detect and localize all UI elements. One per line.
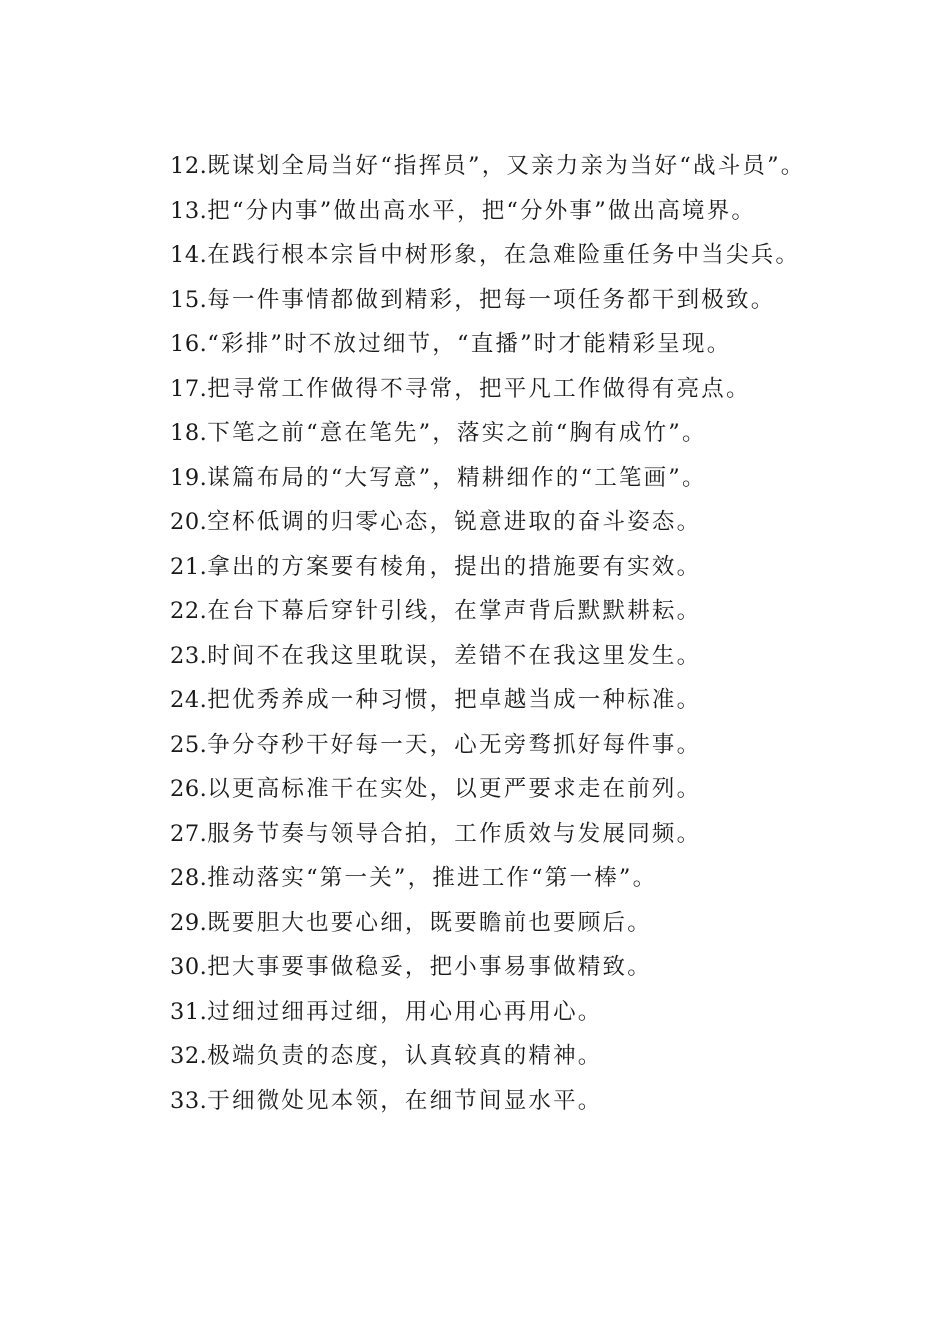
list-item bbox=[122, 856, 827, 901]
list-item bbox=[122, 634, 827, 679]
item-number: 23. bbox=[170, 642, 208, 669]
item-number: 16. bbox=[170, 331, 208, 357]
list-item bbox=[122, 500, 827, 545]
item-number: 15. bbox=[170, 286, 208, 313]
item-number: 24. bbox=[170, 687, 208, 713]
item-text: 推动落实“第一关”，推进工作“第一棒”。 bbox=[207, 865, 658, 891]
item-number: 22. bbox=[170, 598, 208, 624]
item-number: 25. bbox=[170, 731, 208, 758]
item-text: 谋篇布局的“大写意”，精耕细作的“工笔画”。 bbox=[207, 464, 707, 491]
item-text: 在践行根本宗旨中树形象，在急难险重任务中当尖兵。 bbox=[207, 242, 801, 268]
document-body bbox=[122, 144, 827, 1123]
item-number: 28. bbox=[170, 865, 208, 891]
item-text: 每一件事情都做到精彩，把每一项任务都干到极致。 bbox=[207, 286, 776, 313]
item-text: 以更高标准干在实处，以更严要求走在前列。 bbox=[207, 776, 702, 802]
list-item bbox=[122, 1034, 827, 1079]
list-item bbox=[122, 589, 827, 634]
item-number: 27. bbox=[170, 820, 208, 847]
item-number: 13. bbox=[170, 197, 208, 224]
list-item bbox=[122, 233, 827, 278]
item-text: 拿出的方案要有棱角，提出的措施要有实效。 bbox=[207, 553, 702, 580]
list-item bbox=[122, 945, 827, 990]
list-item bbox=[122, 812, 827, 857]
item-text: 时间不在我这里耽误，差错不在我这里发生。 bbox=[207, 642, 702, 669]
item-number: 19. bbox=[170, 464, 208, 491]
item-text: 在台下幕后穿针引线，在掌声背后默默耕耘。 bbox=[207, 598, 702, 624]
item-text: 过细过细再过细，用心用心再用心。 bbox=[207, 998, 603, 1025]
item-number: 31. bbox=[170, 998, 208, 1025]
item-number: 18. bbox=[170, 420, 208, 446]
list-item bbox=[122, 322, 827, 367]
list-item bbox=[122, 1079, 827, 1124]
item-text: 把“分内事”做出高水平，把“分外事”做出高境界。 bbox=[207, 197, 757, 224]
item-text: 于细微处见本领，在细节间显水平。 bbox=[207, 1087, 603, 1114]
item-text: 既要胆大也要心细，既要瞻前也要顾后。 bbox=[207, 909, 652, 936]
item-number: 20. bbox=[170, 509, 208, 535]
list-item bbox=[122, 678, 827, 723]
item-number: 26. bbox=[170, 776, 208, 802]
item-text: 服务节奏与领导合拍，工作质效与发展同频。 bbox=[207, 820, 702, 847]
item-text: 下笔之前“意在笔先”，落实之前“胸有成竹”。 bbox=[207, 420, 707, 446]
item-number: 12. bbox=[170, 153, 208, 179]
item-text: 争分夺秒干好每一天，心无旁骛抓好每件事。 bbox=[207, 731, 702, 758]
item-text: 极端负责的态度，认真较真的精神。 bbox=[207, 1043, 603, 1069]
list-item bbox=[122, 278, 827, 323]
list-item bbox=[122, 545, 827, 590]
list-item bbox=[122, 767, 827, 812]
item-number: 33. bbox=[170, 1087, 208, 1114]
list-item bbox=[122, 411, 827, 456]
list-item bbox=[122, 189, 827, 234]
list-item bbox=[122, 901, 827, 946]
item-text: 既谋划全局当好“指挥员”，又亲力亲为当好“战斗员”。 bbox=[207, 153, 806, 179]
item-text: 空杯低调的归零心态，锐意进取的奋斗姿态。 bbox=[207, 509, 702, 535]
list-item bbox=[122, 144, 827, 189]
item-text: 把优秀养成一种习惯，把卓越当成一种标准。 bbox=[207, 687, 702, 713]
item-number: 21. bbox=[170, 553, 208, 580]
item-number: 14. bbox=[170, 242, 208, 268]
item-text: 把大事要事做稳妥，把小事易事做精致。 bbox=[207, 954, 652, 980]
item-text: “彩排”时不放过细节，“直播”时才能精彩呈现。 bbox=[207, 331, 732, 357]
list-item bbox=[122, 990, 827, 1035]
item-text: 把寻常工作做得不寻常，把平凡工作做得有亮点。 bbox=[207, 375, 751, 402]
item-number: 30. bbox=[170, 954, 208, 980]
item-number: 29. bbox=[170, 909, 208, 936]
list-item bbox=[122, 367, 827, 412]
item-number: 17. bbox=[170, 375, 208, 402]
list-item bbox=[122, 456, 827, 501]
list-item bbox=[122, 723, 827, 768]
item-number: 32. bbox=[170, 1043, 208, 1069]
